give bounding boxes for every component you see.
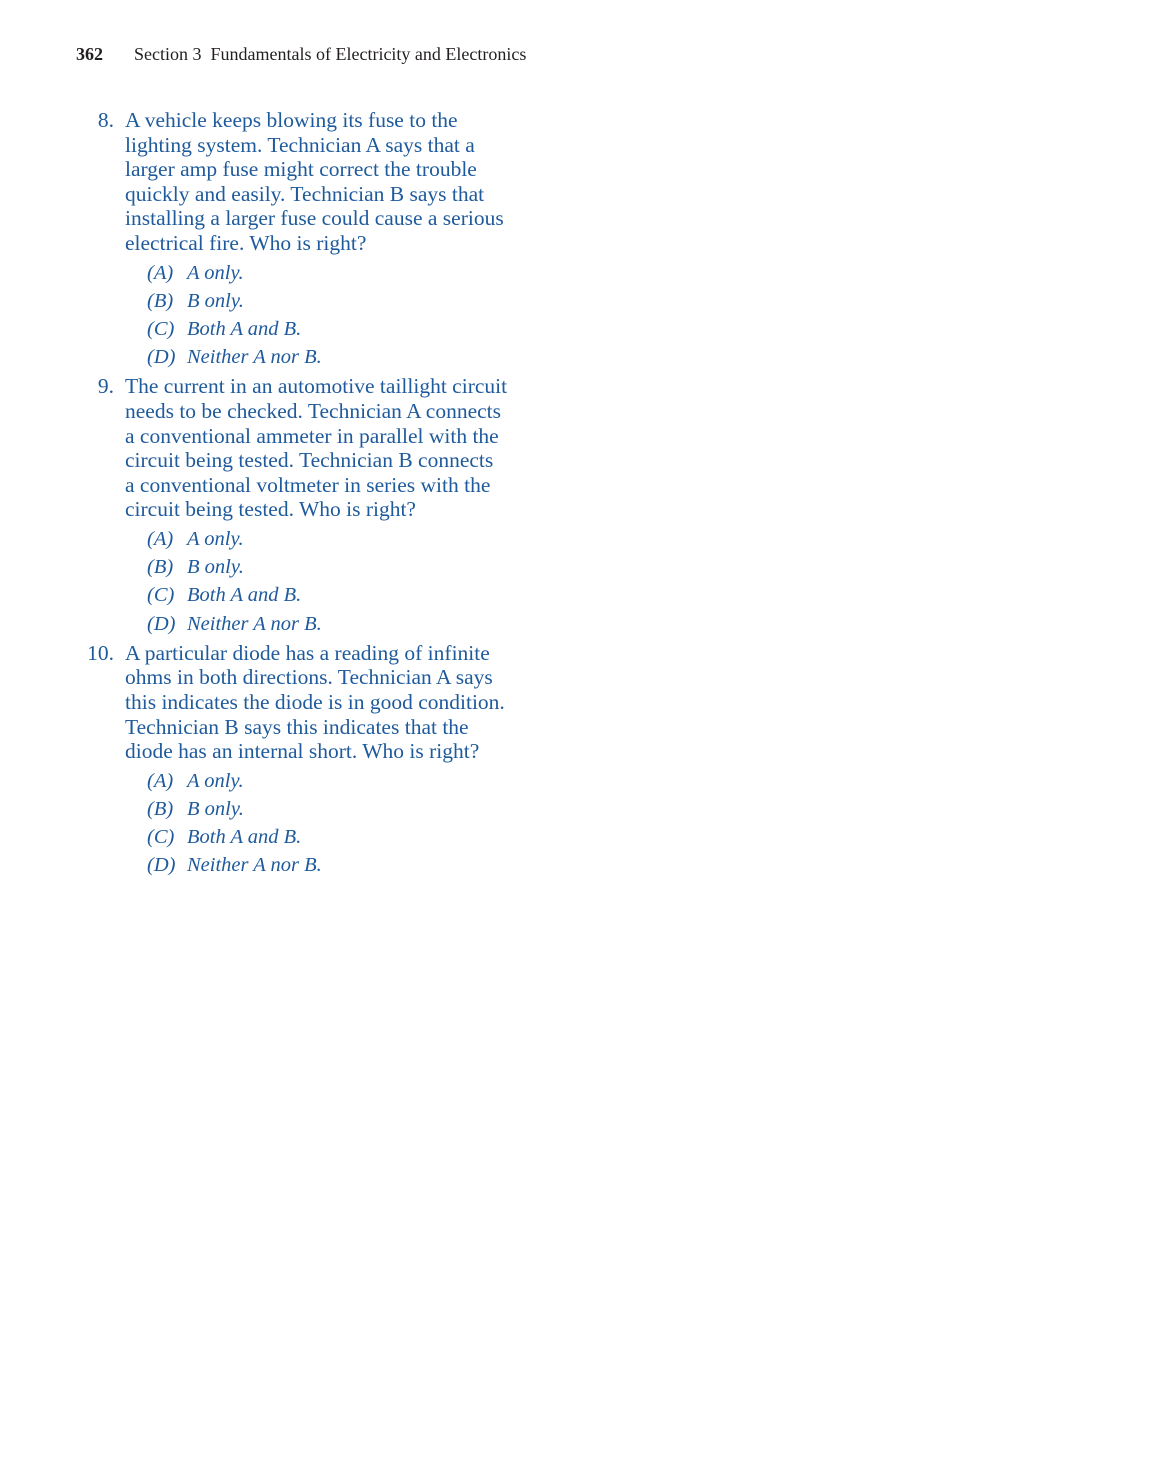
question-text [125,641,546,764]
option-text: B only. [187,289,244,312]
option-text: Both A and B. [187,584,302,607]
question-line: A vehicle keeps blowing its fuse to the [125,108,458,132]
option-letter: (A) [147,527,174,550]
question-line: quickly and easily. Technician B says that [125,181,485,206]
option-text: Both A and B. [187,317,302,340]
option-letter: (D) [147,612,176,635]
page-number: 362 [76,44,103,64]
running-head [76,44,526,65]
option-text: Neither A nor B. [187,612,322,635]
answer-option-c [147,823,546,851]
question-line: circuit being tested. Technician B connects [125,448,494,473]
question-10 [76,641,546,880]
option-letter: (C) [147,584,175,607]
section-title: Section 3 Fundamentals of Electricity and Electronics [134,44,527,64]
option-text: Both A and B. [187,826,302,849]
answer-option-a [147,525,546,553]
answer-option-a [147,259,546,287]
answer-options [125,767,546,880]
answer-option-c [147,315,546,343]
question-list [76,108,546,883]
option-text: B only. [187,556,244,579]
option-text: B only. [187,797,244,820]
answer-option-c [147,581,546,609]
question-line: needs to be checked. Technician A connects [125,398,501,423]
question-8 [76,108,546,371]
answer-option-b [147,287,546,315]
option-letter: (D) [147,854,176,877]
answer-option-b [147,795,546,823]
option-letter: (A) [147,769,174,792]
question-line: electrical fire. Who is right? [125,230,367,255]
question-line: this indicates the diode is in good condition. [125,689,505,714]
question-text [125,374,546,522]
answer-option-b [147,553,546,581]
question-number: 10. [87,640,114,665]
option-text: Neither A nor B. [187,346,322,369]
question-number: 9. [97,374,114,399]
question-line: a conventional voltmeter in series with the [125,472,491,497]
question-line: a conventional ammeter in parallel with the [125,423,499,448]
question-line: larger amp fuse might correct the trouble [125,157,477,182]
question-line: installing a larger fuse could cause a serious [125,206,504,231]
option-text: Neither A nor B. [187,854,322,877]
answer-options [125,259,546,372]
option-letter: (B) [147,797,174,820]
question-line: Technician B says this indicates that the [125,714,469,739]
question-line: lighting system. Technician A says that a [125,132,475,157]
question-line: The current in an automotive taillight circuit [125,374,508,399]
answer-option-d [147,610,546,638]
option-text: A only. [187,769,244,792]
option-text: A only. [187,261,244,284]
answer-options [125,525,546,638]
question-number: 8. [97,108,114,132]
answer-option-d [147,851,546,879]
question-line: A particular diode has a reading of infinite [125,640,490,665]
option-letter: (B) [147,556,174,579]
question-line: circuit being tested. Who is right? [125,497,416,522]
option-letter: (D) [147,346,176,369]
option-letter: (C) [147,826,175,849]
option-letter: (A) [147,261,174,284]
answer-option-d [147,343,546,371]
question-line: ohms in both directions. Technician A says [125,665,493,690]
question-text [125,108,546,256]
option-letter: (C) [147,317,175,340]
answer-option-a [147,767,546,795]
option-text: A only. [187,527,244,550]
question-9 [76,374,546,637]
option-letter: (B) [147,289,174,312]
question-line: diode has an internal short. Who is right? [125,739,480,764]
